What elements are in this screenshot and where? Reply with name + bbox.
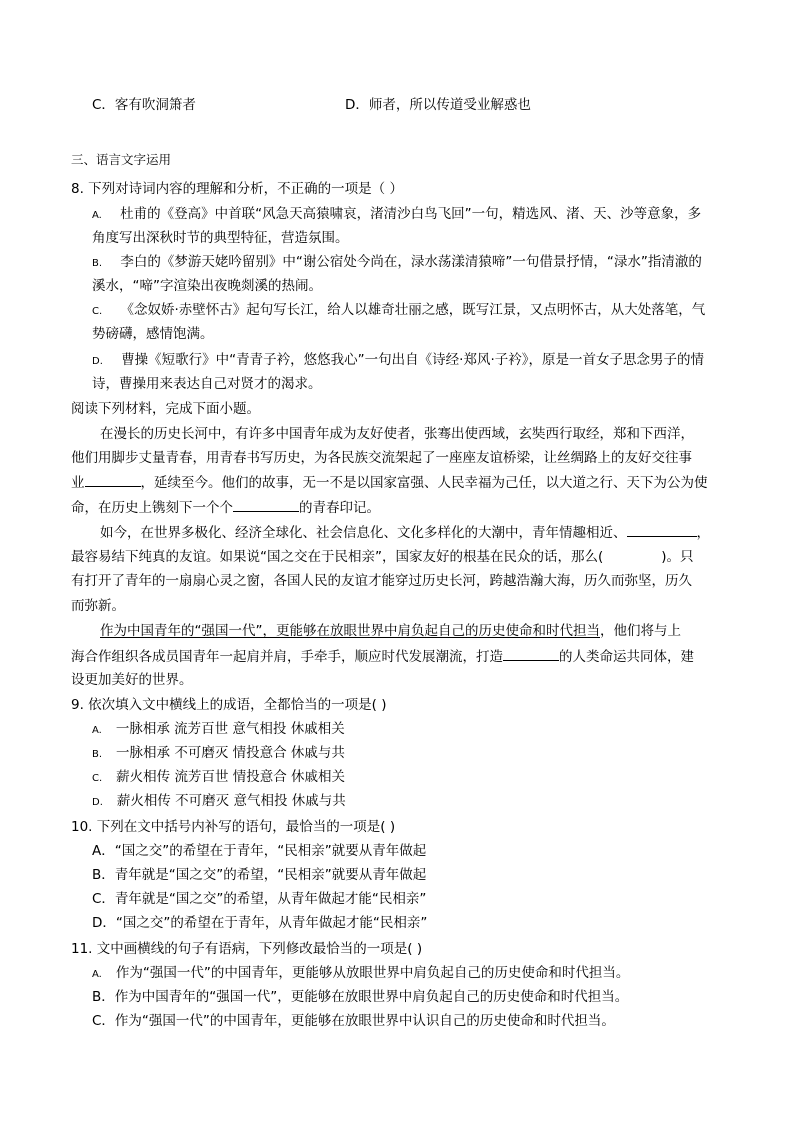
q10-option-d: D．“国之交”的希望在于青年，从青年做起才能“民相亲” bbox=[92, 915, 428, 931]
passage-p1-line4: 命，在历史上镌刻下一个个 的青春印记。 bbox=[71, 500, 380, 516]
q11-option-c: C．作为“强国一代”的中国青年，更能够在放眼世界中认识自己的历史使命和时代担当。 bbox=[92, 1013, 615, 1029]
q9-option-a: A. 一脉相承 流芳百世 意气相投 休戚相关 bbox=[92, 721, 345, 737]
option-label: A. bbox=[92, 210, 102, 221]
fill-blank-3 bbox=[627, 524, 697, 537]
underlined-sentence: 作为中国青年的“强国一代”，更能够在放眼世界中肩负起自己的历史使命和时代担当 bbox=[100, 623, 600, 639]
question-8-stem: 8. 下列对诗词内容的理解和分析，不正确的一项是（ ） bbox=[71, 181, 403, 197]
q9-option-b: B. 一脉相承 不可磨灭 情投意合 休戚与共 bbox=[92, 745, 345, 761]
section-title: 三、语言文字运用 bbox=[71, 152, 172, 167]
question-10-stem: 10. 下列在文中括号内补写的语句，最恰当的一项是( ) bbox=[71, 819, 396, 835]
q10-option-c: C．青年就是“国之交”的希望，从青年做起才能“民相亲” bbox=[92, 891, 427, 907]
passage-p1-line2: 他们用脚步丈量青春，用青春书写历史，为各民族交流架起了一座座友谊桥梁，让丝绸路上的友好交往事 bbox=[71, 450, 692, 466]
question-11-stem: 11. 文中画横线的句子有语病，下列修改最恰当的一项是( ) bbox=[71, 941, 423, 957]
passage-p2-line3: 有打开了青年的一扇扇心灵之窗，各国人民的友谊才能穿过历史长河，跨越浩瀚大海，历久而弥坚，历久 bbox=[71, 573, 692, 589]
passage-p2-line1: 如今，在世界多极化、经济全球化、社会信息化、文化多样化的大潮中，青年情趣相近、 ， bbox=[100, 525, 710, 541]
q8-option-d bbox=[92, 352, 704, 370]
q8-option-b bbox=[92, 254, 702, 272]
q11-option-a: A. 作为“强国一代”的中国青年，更能够从放眼世界中肩负起自己的历史使命和时代担当。 bbox=[92, 965, 630, 981]
q8-option-c-cont: 势磅礴，感情饱满。 bbox=[92, 326, 214, 342]
q8-option-d-cont: 诗，曹操用来表达自己对贤才的渴求。 bbox=[92, 376, 322, 392]
option-label: B. bbox=[92, 258, 103, 269]
passage-p3-line1: 作为中国青年的“强国一代”，更能够在放眼世界中肩负起自己的历史使命和时代担当，他们将与上 bbox=[100, 623, 681, 639]
passage-p3-line2: 海合作组织各成员国青年一起肩并肩，手牵手，顺应时代发展潮流，打造 的人类命运共同体，建 bbox=[71, 649, 694, 665]
option-text: 曹操《短歌行》中“青青子衿，悠悠我心”一句出自《诗经·郑风·子衿》，原是一首女子思念男子的情 bbox=[121, 352, 705, 368]
passage-p3-line3: 设更加美好的世界。 bbox=[71, 672, 193, 688]
fill-blank-4 bbox=[503, 648, 559, 661]
option-label: C. bbox=[92, 306, 103, 317]
passage-p2-line2: 最容易结下纯真的友谊。如果说“国之交在于民相亲”，国家友好的根基在民众的话，那么( )。只 bbox=[71, 549, 694, 565]
q10-option-a: A．“国之交”的希望在于青年，“民相亲”就要从青年做起 bbox=[92, 843, 427, 859]
q11-option-b: B．作为中国青年的“强国一代”，更能够在放眼世界中肩负起自己的历史使命和时代担当。 bbox=[92, 989, 629, 1005]
q8-option-c bbox=[92, 302, 705, 320]
fill-blank-1 bbox=[85, 474, 141, 487]
q9-option-d: D. 薪火相传 不可磨灭 意气相投 休戚与共 bbox=[92, 793, 346, 809]
question-9-stem: 9. 依次填入文中横线上的成语，全都恰当的一项是( ) bbox=[71, 697, 387, 713]
q9-option-c: C. 薪火相传 流芳百世 情投意合 休戚相关 bbox=[92, 769, 346, 785]
option-label: D. bbox=[92, 356, 103, 367]
q8-option-a bbox=[92, 206, 701, 224]
option-d: D．师者，所以传道受业解惑也 bbox=[345, 97, 531, 113]
option-text: 杜甫的《登高》中首联“风急天高猿啸哀，渚清沙白鸟飞回”一句，精选风、渚、天、沙等意象，多 bbox=[120, 206, 702, 222]
fill-blank-2 bbox=[233, 499, 299, 512]
passage-p1-line3: 业 ，延续至今。他们的故事，无一不是以国家富强、人民幸福为己任，以大道之行、天下为公为使 bbox=[71, 475, 708, 491]
option-c: C．客有吹洞箫者 bbox=[92, 97, 196, 113]
option-text: 李白的《梦游天姥吟留别》中“谢公宿处今尚在，渌水荡漾清猿啼”一句借景抒情，“渌水”指清澈的 bbox=[120, 254, 702, 270]
option-text: 《念奴娇·赤壁怀古》起句写长江，给人以雄奇壮丽之感，既写江景，又点明怀古，从大处落笔，气 bbox=[120, 302, 706, 318]
q8-option-a-cont: 角度写出深秋时节的典型特征，营造氛围。 bbox=[92, 230, 349, 246]
q10-option-b: B．青年就是“国之交”的希望，“民相亲”就要从青年做起 bbox=[92, 867, 427, 883]
passage-p1-line1: 在漫长的历史长河中，有许多中国青年成为友好使者，张骞出使西域，玄奘西行取经，郑和下西洋， bbox=[100, 426, 694, 442]
passage-p2-line4: 而弥新。 bbox=[71, 598, 125, 614]
q8-option-b-cont: 溪水，“啼”字渲染出夜晚剡溪的热闹。 bbox=[92, 278, 322, 294]
passage-intro: 阅读下列材料，完成下面小题。 bbox=[71, 401, 260, 417]
